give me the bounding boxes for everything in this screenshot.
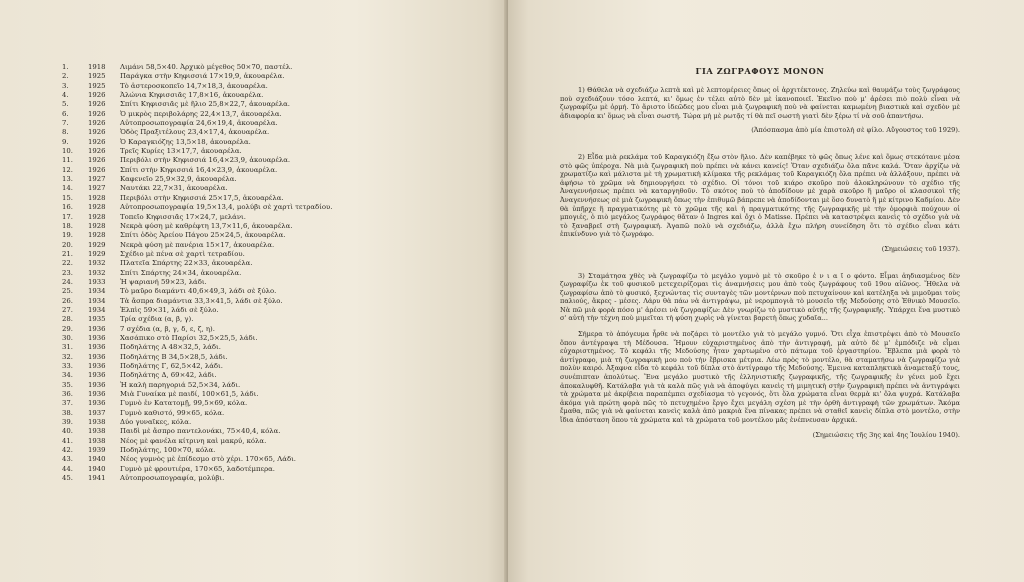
- right-page-text: [560, 66, 960, 457]
- item-title: Τὸ μαῦρο διαμάντι 40,6×49,3, λάδι σὲ ξύλο.: [120, 287, 277, 296]
- item-number: 25.: [62, 287, 73, 296]
- item-year: 1926: [88, 109, 106, 118]
- item-year: 1939: [88, 446, 106, 455]
- item-number: 44.: [62, 464, 73, 473]
- list-item: [62, 474, 502, 483]
- item-number: 1.: [62, 63, 69, 71]
- item-year: 1926: [88, 147, 106, 156]
- item-year: 1929: [88, 240, 106, 249]
- list-item: [62, 250, 502, 259]
- item-title: Παράγκα στὴν Κηφισσιά 17×19,9, ἀκουαρέλα.: [120, 72, 285, 81]
- item-number: 43.: [62, 455, 73, 464]
- item-year: 1934: [88, 305, 106, 314]
- item-year: 1940: [88, 464, 106, 473]
- source-note-1: (Ἀπόσπασμα ἀπὸ μία ἐπιστολὴ σὲ φίλο. Αὔγουστος τοῦ 1929).: [751, 126, 960, 135]
- item-title: Μιὰ Γυναίκα μὲ παιδί, 100×61,5, λάδι.: [120, 390, 259, 399]
- list-item: [62, 213, 502, 222]
- item-title: Νέος γυμνὸς μὲ ἐπίδεσμο στὸ χέρι. 170×65, Λάδι.: [120, 455, 296, 464]
- item-number: 14.: [62, 184, 73, 193]
- list-item: [62, 72, 502, 81]
- item-title: Τοπεῖο Κηφισσιᾶς 17×24,7, μελάνι.: [120, 212, 246, 221]
- item-number: 12.: [62, 165, 73, 174]
- list-item: [62, 437, 502, 446]
- page-title: ΓΙΑ ΖΩΓΡΑΦΟΥΣ ΜΟΝΟΝ: [695, 66, 825, 76]
- item-year: 1936: [88, 343, 106, 352]
- item-number: 39.: [62, 418, 73, 427]
- item-year: 1928: [88, 212, 106, 221]
- list-item: [62, 343, 502, 352]
- item-year: 1940: [88, 455, 106, 464]
- item-title: Ποδηλάτης Β 34,5×28,5, λάδι.: [120, 352, 228, 361]
- item-number: 37.: [62, 399, 73, 408]
- paragraph-1: 1) Θάθελα νὰ σχεδιάζω λεπτὰ καὶ μὲ λεπτομέρειες ὅπως οἱ ἀρχιτέκτονες. Ζηλεύω καὶ θαυμάζω τοὺς ζωγράφους ποὺ σχεδιάζουν τόσο λεπτά, κι' ὅμως ἐν τέλει αὐτὸ δὲν μὲ ἱκανοποιεῖ. Ἐκεῖνο ποὺ μ' ἀρέσει πιὸ πολὺ εἶναι νὰ ζωγραφίζω μὲ ὁρμή. Τὸ ἄριστο ἰδεῶδες μου εἶναι μιὰ ζωγραφικὴ ποὺ νὰ φαίνεται καμωμένη βιαστικὰ καὶ σχεδὸν μὲ ἀδιαφορία κι' ὅμως νὰ εἶναι σωστή. Τώρα μὴ μὲ ρωτᾷς τί θὰ πεῖ σωστὴ γιατὶ δὲν ξέρω τί νὰ σοῦ ἀπαντήσω.: [560, 86, 960, 120]
- item-year: 1927: [88, 175, 106, 184]
- item-year: 1926: [88, 165, 106, 174]
- list-item: [62, 128, 502, 137]
- item-number: 9.: [62, 137, 69, 146]
- item-year: 1928: [88, 203, 106, 212]
- list-item: [62, 203, 502, 212]
- item-year: 1928: [88, 231, 106, 240]
- item-title: Ποδηλάτης Δ, 69×42, λάδι.: [120, 371, 217, 380]
- list-item: [62, 427, 502, 436]
- list-item: [62, 119, 502, 128]
- item-year: 1936: [88, 371, 106, 380]
- item-number: 27.: [62, 305, 73, 314]
- item-year: 1936: [88, 324, 106, 333]
- item-number: 30.: [62, 333, 73, 342]
- list-item: [62, 371, 502, 380]
- item-number: 31.: [62, 343, 73, 352]
- item-title: Ἡ ψαριανή 59×23, λάδι.: [120, 277, 207, 286]
- list-item: [62, 82, 502, 91]
- item-year: 1928: [88, 221, 106, 230]
- item-number: 26.: [62, 296, 73, 305]
- paragraph-4: Σήμερα τὸ ἀπόγευμα ἦρθε νὰ ποζάρει τὸ μοντέλο γιὰ τὸ μεγάλο γυμνό. Ὅτι εἶχα ἐπιστρέψει ἀπὸ τὸ Μουσεῖο ὅπου ἀντέγραψα τὴ Μέδουσα. Ἤμουν εὐχαριστημένος ἀπὸ τὴν ἀντιγραφή, μὰ αὐτὸ δὲ μ' ἐμπόδιζε νὰ εἶμαι εὐχαριστημένος. Τὸ κεφάλι τῆς Μεδούσης ἦταν χαρτωμένο στὸ πάτωμα τοῦ ἐργαστηρίου. Ἔβλεπα μιὰ φορὰ τὸ ἀντίγραφο, μιὰ τὴ ζωγραφικὴ μου ποὺ τὴν ἔβρισκα μέτρια. Λέω πρὸς τὸ μοντέλο, θὰ σταματήσω νὰ ζωγραφίζω γιὰ πολὺν καιρό. Ἀξαφνα εἶδα τὸ κεφάλι τοῦ δίπλα στὸ ἀντίγραφο τῆς Μεδούσης. Ἐμεινα καταπληκτικὰ ἀναμεταξύ τους, συνέπιπταν ἀπολύτως. Ἕνα μεγάλο μυστικὸ τῆς ἑλληνιστικῆς ζωγραφικῆς, τῆς ζωγραφικῆς ἐν γένει μοῦ ἔχει ἀποκαλυφθῆ. Κατάλαβα γιὰ τὰ καλὰ πῶς γιὰ νὰ ἀποφύγει κανεὶς τὴ μιμητικὴ στὴν ζωγραφικὴ πρέπει νὰ ἀντιγράψει τὰ χρώματα μὲ ἀκρίβεια παραπέμπει σχεδίασμα τὸ γεγονός, ὅτι ὅλα χρώματα εἶναι θερμὰ κι' ὅλα ψυχρά. Κατάλαβα ἀκόμα γιὰ πρώτη φορὰ πῶς τὸ πετυχημένο ἔργο ἔχει μεγάλη σχέση μὲ τὴν ὀρθὴ ἀντιγραφὴ τῶν χρωμάτων. Ἄκόμα ἔμαθα, πῶς γιὰ νὰ φαίνεται κανεὶς καλὰ ἀπὸ μακριὰ ἕνα πίνακας πρέπει νὰ σταθεῖ κανεὶς δίπλα στὸ μοντέλο, στὴν ἴδια ἀπόσταση ὅπου τὰ χρώματα καὶ τὰ χρώματα τοῦ μοντέλου μᾶς ἐνέπνευσαν ἀρχικά.: [560, 330, 960, 424]
- item-title: Χασάπικο στὸ Παρίσι 32,5×25,5, λάδι.: [120, 333, 258, 342]
- item-number: 7.: [62, 119, 69, 128]
- item-title: Ὁ μικρὸς περιβολάρης 22,4×13,7, ἀκουαρέλα.: [120, 109, 282, 118]
- list-item: [62, 390, 502, 399]
- item-year: 1933: [88, 277, 106, 286]
- item-title: Ἁλώνια Κηφισσιᾶς 17,8×16, ἀκουαρέλα.: [120, 91, 264, 100]
- list-item: [62, 287, 502, 296]
- item-title: Σχέδιο μὲ πένα σὲ χαρτὶ τετραδίου.: [120, 249, 245, 258]
- item-number: 42.: [62, 446, 73, 455]
- item-number: 40.: [62, 427, 73, 436]
- item-title: Αὐτοπροσωπογραφία 19,5×13,4, μολύβι σὲ χαρτὶ τετραδίου.: [120, 203, 333, 212]
- list-item: [62, 315, 502, 324]
- item-number: 5.: [62, 100, 69, 109]
- item-number: 24.: [62, 277, 73, 286]
- item-number: 20.: [62, 240, 73, 249]
- item-title: Ἐλπὶς 59×31, λάδι σὲ ξύλο.: [120, 305, 219, 314]
- item-number: 35.: [62, 380, 73, 389]
- item-year: 1932: [88, 259, 106, 268]
- list-item: [62, 138, 502, 147]
- item-number: 29.: [62, 324, 73, 333]
- item-title: Νεκρὰ φύση μὲ πανέρια 15×17, ἀκουαρέλα.: [120, 240, 275, 249]
- list-item: [62, 259, 502, 268]
- item-year: 1936: [88, 333, 106, 342]
- item-title: Σπίτι στὴν Κηφισσιά 16,4×23,9, ἀκουαρέλα.: [120, 165, 278, 174]
- item-title: 7 σχέδια (α, β, γ, δ, ε, ζ, η).: [120, 324, 215, 333]
- item-year: 1918: [88, 63, 106, 71]
- list-item: [62, 465, 502, 474]
- item-title: Ποδηλάτης Γ, 62,5×42, λάδι.: [120, 362, 223, 370]
- item-number: 21.: [62, 249, 73, 258]
- item-title: Τρία σχέδια (α, β, γ).: [120, 315, 194, 324]
- item-number: 32.: [62, 352, 73, 361]
- item-number: 41.: [62, 436, 73, 445]
- list-item: [62, 399, 502, 408]
- list-item: [62, 194, 502, 203]
- item-year: 1938: [88, 427, 106, 436]
- item-title: Δύο γυναῖκες, κόλα.: [120, 418, 192, 427]
- item-title: Αὐτοπροσωπογραφία 24,6×19,4, ἀκουαρέλα.: [120, 119, 278, 128]
- source-note-2: (Σημειώσεις τοῦ 1937).: [881, 244, 960, 253]
- list-item: [62, 222, 502, 231]
- item-year: 1936: [88, 362, 106, 370]
- item-title: Τρεῖς Κυρίες 13×17,7, ἀκουαρέλα.: [120, 147, 242, 156]
- item-title: Παιδὶ μὲ ἄσπρο παντελονάκι, 75×40,4, κόλα.: [120, 427, 281, 436]
- item-number: 19.: [62, 231, 73, 240]
- item-title: Γυμνὸ καθιστό, 99×65, κόλα.: [120, 408, 225, 417]
- list-item: [62, 156, 502, 165]
- list-item: [62, 306, 502, 315]
- list-item: [62, 297, 502, 306]
- item-year: 1926: [88, 137, 106, 146]
- list-item: [62, 381, 502, 390]
- item-year: 1932: [88, 268, 106, 277]
- item-title: Νεκρὰ φύση μὲ καθρέφτη 13,7×11,6, ἀκουαρέλα.: [120, 221, 293, 230]
- left-page: [0, 0, 508, 582]
- item-title: Περιβόλι στὴν Κηφισσιά 25×17,5, ἀκουαρέλα.: [120, 193, 284, 202]
- item-year: 1927: [88, 184, 106, 193]
- item-title: Λιμάνι 58,5×40. Ἀρχικὸ μέγεθος 50×70, παστέλ.: [120, 63, 293, 71]
- item-title: Ναυτάκι 22,7×31, ἀκουαρέλα.: [120, 184, 228, 193]
- list-item: [62, 241, 502, 250]
- item-title: Καφενεῖο 25,9×32,9, ἀκουαρέλα.: [120, 175, 237, 184]
- list-item: [62, 231, 502, 240]
- item-number: 3.: [62, 81, 69, 90]
- item-number: 2.: [62, 72, 69, 81]
- item-number: 34.: [62, 371, 73, 380]
- item-year: 1936: [88, 390, 106, 399]
- list-item: [62, 269, 502, 278]
- list-item: [62, 278, 502, 287]
- item-year: 1929: [88, 249, 106, 258]
- item-title: Τὸ ἀστεροσκοπεῖο 14,7×18,3, ἀκουαρέλα.: [120, 81, 268, 90]
- item-year: 1926: [88, 100, 106, 109]
- item-number: 13.: [62, 175, 73, 184]
- item-year: 1938: [88, 418, 106, 427]
- item-year: 1926: [88, 156, 106, 165]
- item-number: 16.: [62, 203, 73, 212]
- item-number: 6.: [62, 109, 69, 118]
- item-year: 1926: [88, 91, 106, 100]
- item-number: 15.: [62, 193, 73, 202]
- list-item: [62, 110, 502, 119]
- item-title: Σπίτι Κηφισσιᾶς μὲ ἥλιο 25,8×22,7, ἀκουαρέλα.: [120, 100, 290, 109]
- item-year: 1926: [88, 128, 106, 137]
- item-title: Ὁ Καραγκιόζης 13,5×18, ἀκουαρέλα.: [120, 137, 251, 146]
- item-number: 38.: [62, 408, 73, 417]
- item-title: Σπίτι ὁδὸς Ἀρείου Πάγου 25×24,5, ἀκουαρέλα.: [120, 231, 286, 240]
- item-year: 1934: [88, 296, 106, 305]
- list-item: [62, 63, 502, 72]
- item-number: 8.: [62, 128, 69, 137]
- item-title: Γυμνὸ μὲ φρουτιέρα, 170×65, λαδοτέμπερα.: [120, 464, 275, 473]
- list-item: [62, 362, 502, 371]
- item-number: 18.: [62, 221, 73, 230]
- item-year: 1936: [88, 399, 106, 408]
- list-item: [62, 353, 502, 362]
- item-number: 4.: [62, 91, 69, 100]
- paragraph-3: 3) Σταμάτησα χθὲς νὰ ζωγραφίζω τὸ μεγάλο γυμνὸ μὲ τὸ σκοῦρο ἐ ν ι α ῖ ο φόντο. Εἶμαι ἀηδιασμένος δὲν ζωγραφίζω ἐκ τοῦ φυσικοῦ μετεχειρίζομαι τὶς ἀναμνήσεις μου ἀπὸ τοὺς ζωγράφους τοῦ 19ου αἰῶνος. Ἤθελα νὰ ζωγραφίσω ἀπὸ τὸ φυσικό, ξεχνώντας τὶς συνταγὲς τῶν μοντέρνων ποὺ πετυχαίνουν καὶ κατέληξα νὰ μιμοῦμαι τοὺς παλιούς, ἄκρες - μέσες. Λάρυ θὰ πάω νὰ ἀντιγράψω, μὲ νερομπογιὰ τὸ μουσεῖο τῆς Μεδούσης στὸ Ἐθνικὸ Μουσεῖο. Νὰ πῶ μιὰ φορὰ πόσο μ' ἀρέσει νὰ ζωγραφίζω: Δὲν γνωρίζω τὸ μυστικὸ αὐτῆς τῆς ζωγραφικῆς. Ὑπάρχει ἕνα μυστικὸ σ' αὐτὴ τὴν τέχνη ποὺ μιμεῖται τὴ φύση χωρὶς νὰ γίνεται βαρετὴ ὅπως χυδαῖα...: [560, 271, 960, 323]
- item-title: Ἡ καλὴ παρηγοριά 52,5×34, λάδι.: [120, 380, 241, 389]
- list-item: [62, 334, 502, 343]
- paragraph-2: 2) Εἶδα μιὰ ρεκλάμα τοῦ Καραγκιόζη ἔξω στὸν ἥλιο. Δὲν καπέβηκε τὸ φῶς ὅπως λένε καὶ ὅμως στεκότανε μέσα στὸ φῶς ὑπέροχα. Νὰ μιὰ ζωγραφικὴ ποὺ πρέπει νὰ κάνει κανείς! Ὅταν σχεδιάζω ὅλα πᾶνε καλά. Ὅταν ἀρχίζω νὰ χρωματίζω καὶ μάλιστα μὲ τὴ χρωματικὴ κλίμακα τῆς ρεκλάμας τοῦ Καραγκιόζη ὅλα πρέπει νὰ ἀλλάξουν, πρέπει νὰ ἀφήσω τὸ χρῶμα νὰ δημιουργήσει τὸ σχέδιο. Οἱ τόνοι τοῦ κιάρο σκοῦρο ποὺ ἀλοκληρώνουν τὸ σχέδιο τῆς Ἀναγεννήσεως πρέπει νὰ καταργηθοῦν. Τὸ σκότος ποὺ τὸ ἀποδίδουν μὲ χαρὰ σκοῦρο ἢ μαῦρο οἱ κλασσικοὶ τῆς Ἀναγεννήσεως σὲ μιὰ ζωγραφικὴ ὅπως τὴν ἐπιθυμῶ βάπρεπε νὰ ἀποδίδονται μὲ ὅσο δυνατὸ ἢ μὲ κίτρινο Καδμίου. Δὲν θὰ ὑπῆρχε ἢ πραγματικότης μὲ τὸ χρῶμα τῆς καὶ ἡ πραγματικότης τῆς ζωγραφικῆς μὲ τὴν ὁμορφιὰ πούχουν οἱ μπογιές, ὁ πιὸ μεγάλος ζωγράφος θἄταν ὁ Ingres καὶ ὄχι ὁ Matisse. Πρέπει νὰ καταστρέψει κανεὶς τὸ σχέδιο γιὰ νὰ τὸ ξαναβρεῖ στὴ ζωγραφική. Ἀγαπῶ πολὺ νὰ σχεδιάζω, ἀλλὰ ἔχω πλήρη συνείδηση ὅτι τὸ σχέδιο εἶναι κάτι ἐπικίνδυνο γιὰ τὸ ζωγράφο.: [560, 152, 960, 239]
- item-year: 1937: [88, 408, 106, 417]
- item-title: Ποδηλάτης Α 48×32,5, λάδι.: [120, 343, 221, 352]
- list-item: [62, 418, 502, 427]
- source-note-3: (Σημειώσεις τῆς 3ης καὶ 4ης Ἰουλίου 1940).: [812, 430, 960, 439]
- item-number: 10.: [62, 147, 73, 156]
- item-number: 22.: [62, 259, 73, 268]
- list-item: [62, 409, 502, 418]
- item-year: 1925: [88, 81, 106, 90]
- item-number: 23.: [62, 268, 73, 277]
- item-year: 1938: [88, 436, 106, 445]
- item-title: Γυμνὸ ἐν Κατατομῇ, 99,5×69, κόλα.: [120, 399, 248, 408]
- item-title: Πλατεῖα Σπάρτης 22×33, ἀκουαρέλα.: [120, 259, 253, 268]
- item-year: 1934: [88, 287, 106, 296]
- item-number: 33.: [62, 362, 73, 370]
- item-number: 17.: [62, 212, 73, 221]
- item-year: 1936: [88, 352, 106, 361]
- item-year: 1926: [88, 119, 106, 128]
- item-title: Περιβόλι στὴν Κηφισσιά 16,4×23,9, ἀκουαρέλα.: [120, 156, 291, 165]
- item-year: 1936: [88, 380, 106, 389]
- list-item: [62, 166, 502, 175]
- list-item: [62, 91, 502, 100]
- item-title: Τὰ ἄσπρα διαμάντια 33,3×41,5, λάδι σὲ ξύλο.: [120, 296, 283, 305]
- item-title: Ποδηλάτης, 100×70, κόλα.: [120, 446, 216, 455]
- list-item: [62, 455, 502, 464]
- item-year: 1925: [88, 72, 106, 81]
- item-title: Ὁδὸς Πραξιτέλους 23,4×17,4, ἀκουαρέλα.: [120, 128, 270, 137]
- list-item: [62, 325, 502, 334]
- works-list: [62, 63, 502, 483]
- item-number: 45.: [62, 474, 73, 483]
- item-year: 1935: [88, 315, 106, 324]
- item-title: Νέος μὲ φανέλα κίτρινη καὶ μακρύ, κόλα.: [120, 436, 267, 445]
- item-year: 1928: [88, 193, 106, 202]
- item-title: Σπίτι Σπάρτης 24×34, ἀκουαρέλα.: [120, 268, 242, 277]
- item-number: 11.: [62, 156, 73, 165]
- item-year: 1941: [88, 474, 106, 483]
- item-number: 28.: [62, 315, 73, 324]
- item-title: Αὐτοπροσωπογραφία, μολύβι.: [120, 474, 225, 483]
- item-number: 36.: [62, 390, 73, 399]
- list-item: [62, 184, 502, 193]
- list-item: [62, 100, 502, 109]
